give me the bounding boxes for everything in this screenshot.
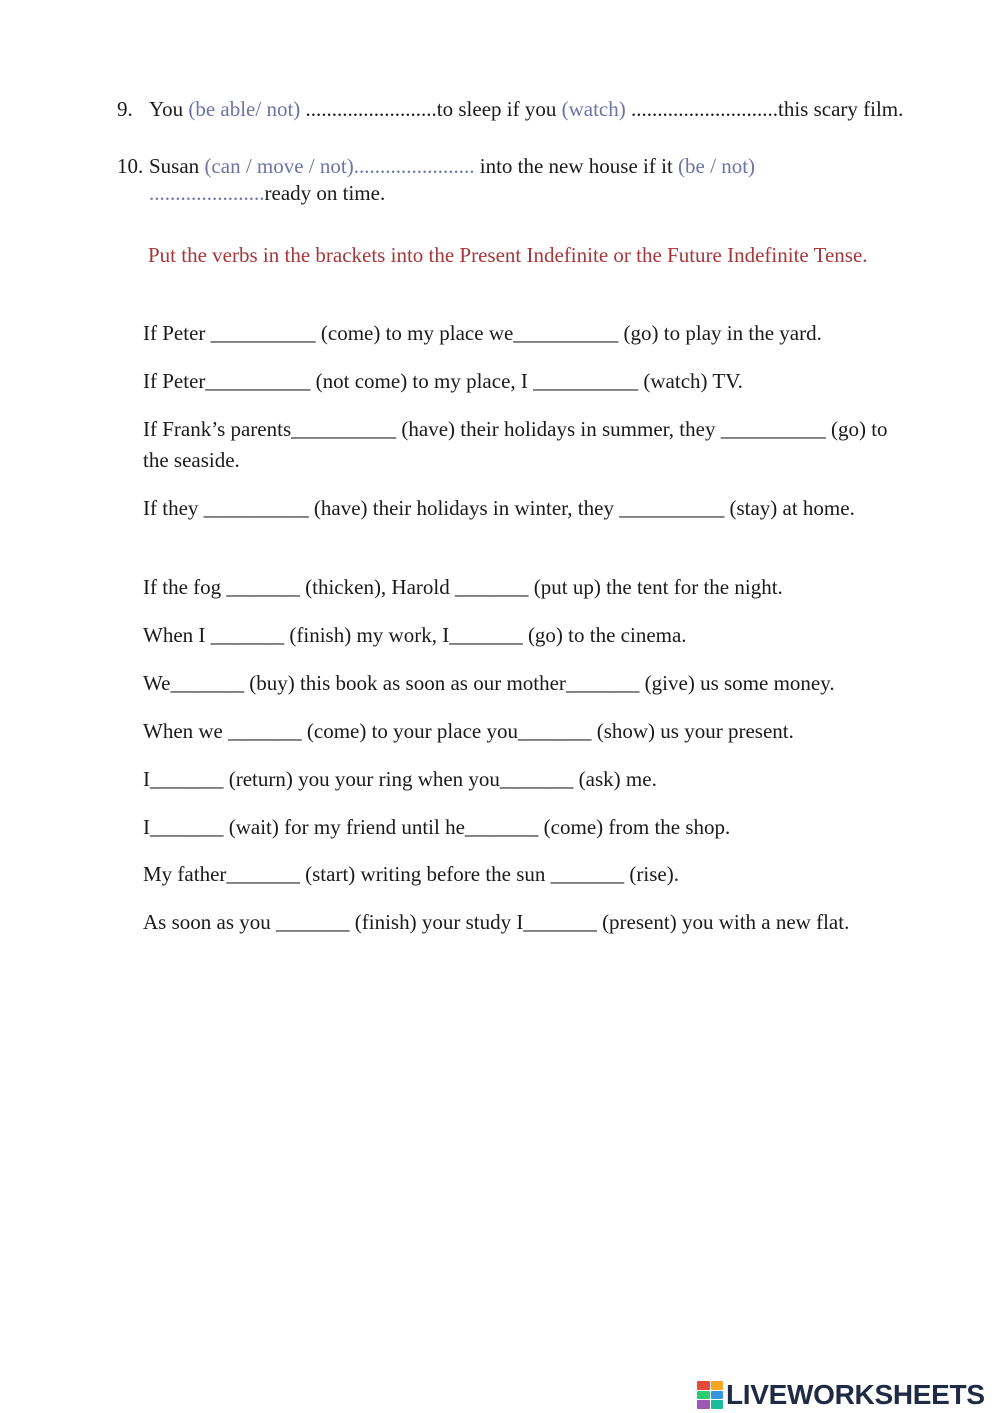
- sentence-7: We_______ (buy) this book as soon as our mother_______ (give) us some money.: [143, 671, 835, 695]
- sentence-1: If Peter __________ (come) to my place we__________ (go) to play in the yard.: [143, 321, 822, 345]
- verb-hint: (be able/ not): [188, 97, 301, 121]
- answer-blank: .......................: [353, 154, 475, 178]
- liveworksheets-logo[interactable]: [697, 1378, 985, 1412]
- sentence-3: If Frank’s parents__________ (have) their holidays in summer, they __________ (go) to the seaside.: [143, 417, 888, 472]
- logo-tile: [711, 1381, 724, 1390]
- item-number: 9.: [117, 97, 133, 121]
- item-text: [117, 153, 917, 207]
- verb-hint: (can / move / not): [204, 154, 354, 178]
- logo-tile: [697, 1391, 710, 1400]
- answer-blank: ......................: [149, 181, 265, 205]
- exercise-item-10: [117, 153, 917, 207]
- exercise-item-9: [117, 96, 917, 123]
- text-part: Susan: [149, 154, 205, 178]
- liveworksheets-logo-icon: [697, 1381, 723, 1409]
- logo-tile: [697, 1400, 710, 1409]
- text-part: ............................this scary film.: [625, 97, 904, 121]
- sentence-9: I_______ (return) you your ring when you_______ (ask) me.: [143, 767, 657, 791]
- text-part: You: [149, 97, 189, 121]
- item-text: [117, 96, 917, 123]
- logo-tile: [697, 1381, 710, 1390]
- text-part: into the new house if it: [474, 154, 679, 178]
- sentence-5: If the fog _______ (thicken), Harold _______ (put up) the tent for the night.: [143, 575, 783, 599]
- logo-text: LIVEWORKSHEETS: [726, 1379, 985, 1410]
- sentence-12: As soon as you _______ (finish) your study I_______ (present) you with a new flat.: [143, 910, 850, 934]
- sentence-10: I_______ (wait) for my friend until he_______ (come) from the shop.: [143, 815, 731, 839]
- verb-hint: (be / not): [678, 154, 756, 178]
- exercise-instruction: Put the verbs in the brackets into the Present Indefinite or the Future Indefinite Tense.: [148, 243, 868, 267]
- text-part: .........................to sleep if you: [300, 97, 562, 121]
- logo-tile: [711, 1400, 724, 1409]
- verb-hint: (watch): [561, 97, 626, 121]
- sentence-8: When we _______ (come) to your place you_______ (show) us your present.: [143, 719, 794, 743]
- sentence-11: My father_______ (start) writing before the sun _______ (rise).: [143, 862, 679, 886]
- text-part: ready on time.: [264, 181, 386, 205]
- sentence-6: When I _______ (finish) my work, I_______ (go) to the cinema.: [143, 623, 687, 647]
- sentence-4: If they __________ (have) their holidays in winter, they __________ (stay) at home.: [143, 496, 855, 520]
- logo-tile: [711, 1391, 724, 1400]
- item-number: 10.: [117, 154, 144, 178]
- sentence-2: If Peter__________ (not come) to my place, I __________ (watch) TV.: [143, 369, 743, 393]
